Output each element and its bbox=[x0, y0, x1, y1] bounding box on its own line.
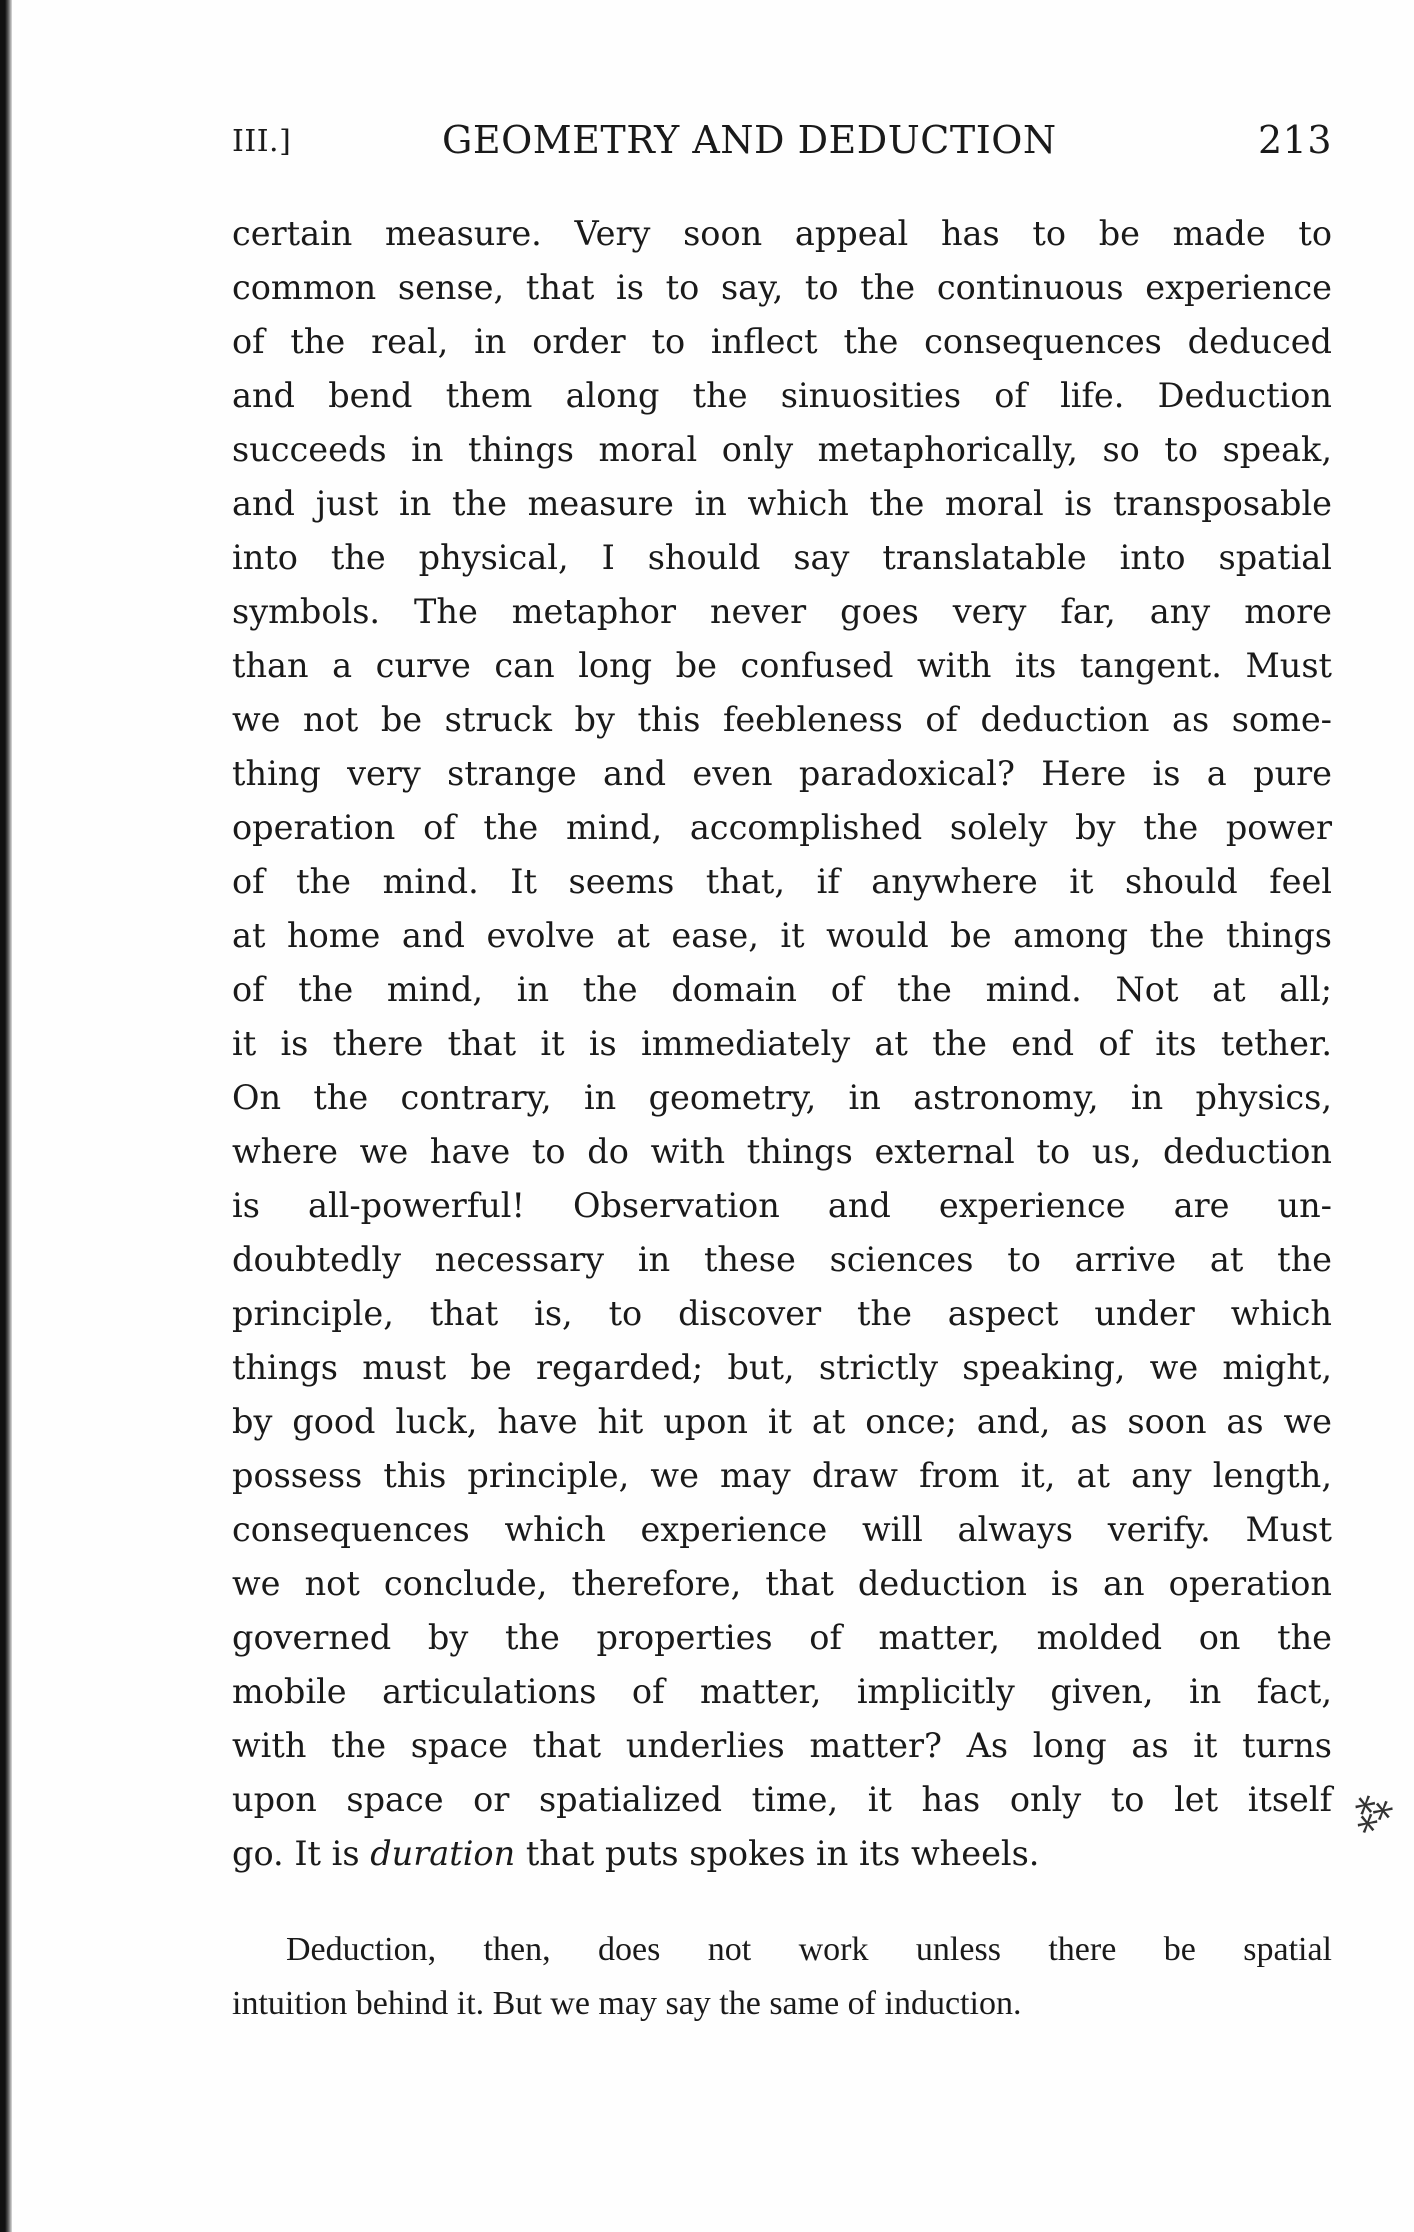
running-header bbox=[232, 118, 1332, 178]
margin-scribble-icon: ⁂ bbox=[1341, 1782, 1403, 1844]
paragraph-1 bbox=[232, 207, 1332, 1881]
text-line: by good luck, have hit upon it at once; and, as soon as we bbox=[232, 1402, 1332, 1441]
text-line: with the space that underlies matter? As long as it turns bbox=[232, 1726, 1332, 1765]
paragraph-2 bbox=[232, 1923, 1332, 2031]
text-line: of the mind, in the domain of the mind. Not at all; bbox=[232, 970, 1332, 1009]
text-line: intuition behind it. But we may say the same of induction. bbox=[232, 1985, 1022, 2022]
text-line: we not be struck by this feebleness of deduction as some- bbox=[232, 700, 1332, 739]
text-line: is all-powerful! Observation and experience are un- bbox=[232, 1186, 1332, 1225]
text-line: doubtedly necessary in these sciences to arrive at the bbox=[232, 1240, 1332, 1279]
text-segment: that puts spokes in its wheels. bbox=[515, 1834, 1040, 1873]
page-number: 213 bbox=[1257, 118, 1332, 162]
text-line: we not conclude, therefore, that deduction is an operation bbox=[232, 1564, 1332, 1603]
text-line: On the contrary, in geometry, in astronomy, in physics, bbox=[232, 1078, 1332, 1117]
text-line: consequences which experience will always verify. Must bbox=[232, 1510, 1332, 1549]
text-line: of the real, in order to inflect the consequences deduced bbox=[232, 322, 1332, 361]
text-line: and just in the measure in which the moral is transposable bbox=[232, 484, 1332, 523]
text-line: at home and evolve at ease, it would be among the things bbox=[232, 916, 1332, 955]
chapter-marker: III.] bbox=[232, 124, 292, 159]
text-line: governed by the properties of matter, molded on the bbox=[232, 1618, 1332, 1657]
text-segment: go. It is bbox=[232, 1834, 371, 1873]
text-line: mobile articulations of matter, implicitly given, in fact, bbox=[232, 1672, 1332, 1711]
text-line: where we have to do with things external to us, deduction bbox=[232, 1132, 1332, 1171]
text-line: symbols. The metaphor never goes very far, any more bbox=[232, 592, 1332, 631]
text-line: succeeds in things moral only metaphorically, so to speak, bbox=[232, 430, 1332, 469]
running-title: GEOMETRY AND DEDUCTION bbox=[442, 118, 1057, 162]
text-line: and bend them along the sinuosities of life. Deduction bbox=[232, 376, 1332, 415]
text-line: things must be regarded; but, strictly speaking, we might, bbox=[232, 1348, 1332, 1387]
italic-word: duration bbox=[370, 1834, 516, 1873]
text-line: principle, that is, to discover the aspect under which bbox=[232, 1294, 1332, 1333]
text-line-last bbox=[232, 1827, 1332, 1881]
text-line: possess this principle, we may draw from it, at any length, bbox=[232, 1456, 1332, 1495]
text-line: it is there that it is immediately at the end of its tether. bbox=[232, 1024, 1332, 1063]
text-line: into the physical, I should say translatable into spatial bbox=[232, 538, 1332, 577]
text-line: upon space or spatialized time, it has only to let itself bbox=[232, 1780, 1332, 1819]
text-line: certain measure. Very soon appeal has to be made to bbox=[232, 214, 1332, 253]
text-line: than a curve can long be confused with its tangent. Must bbox=[232, 646, 1332, 685]
text-line: thing very strange and even paradoxical? Here is a pure bbox=[232, 754, 1332, 793]
book-spine-shadow bbox=[0, 0, 12, 2232]
text-line: of the mind. It seems that, if anywhere it should feel bbox=[232, 862, 1332, 901]
text-line: Deduction, then, does not work unless there be spatial bbox=[286, 1931, 1332, 1968]
text-line: operation of the mind, accomplished solely by the power bbox=[232, 808, 1332, 847]
text-line: common sense, that is to say, to the continuous experience bbox=[232, 268, 1332, 307]
